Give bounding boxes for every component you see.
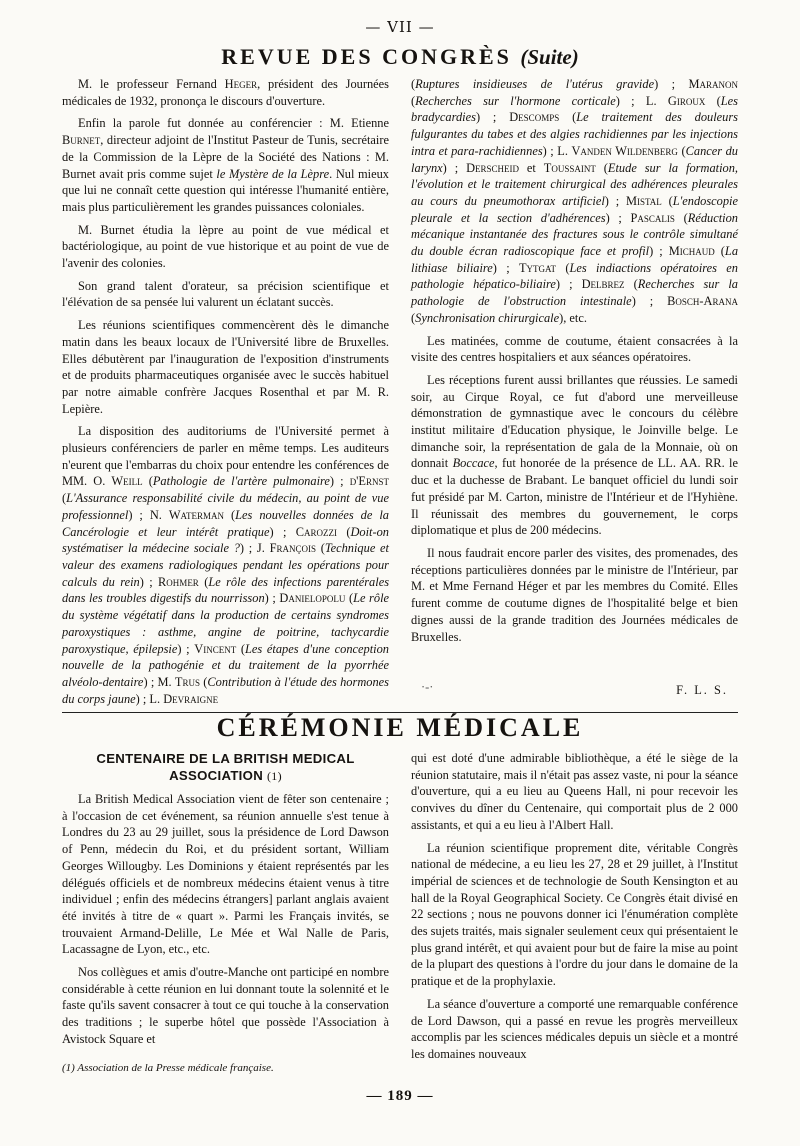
small-caps-name: Pascalis: [630, 210, 675, 225]
paragraph: (Ruptures insidieuses de l'utérus gravide) ; Maranon (Recherches sur l'hormone corticale) ; L. Giroux (Les bradycardies) ; Descomps (Le traitement des douleurs fulgurantes du tabes et des algies rachidiennes par les injections intra et para-rachidiennes) ; L. Vanden Wildenberg (Cancer du larynx) ; Derscheid et Toussaint (Etude sur la formation, l'évolution et le traitement chirurgical des adhérences pleurales au cours du pneumothorax artificiel) ; Mistal (L'endoscopie pleurale et la section d'adhérences) ; Pascalis (Réduction mécanique instantanée des fractures sous le contrôle simultané du double écran radioscopique face et profil) ; Michaud (La lithiase biliaire) ; Tytgat (Les indiactions opératoires en pathologie hépatico-biliaire) ; Delbrez (Recherches sur la pathologie de l'obstruction intestinale) ; Bosch-Arana (Synchronisation chirurgicale), etc.: [411, 77, 739, 325]
paragraph: Enfin la parole fut donnée au conférencier : M. Etienne Burnet, directeur adjoint de l'Institut Pasteur de Tunis, secrétaire de la Commission de la Lèpre de la Société des Nations : M. Burnet avait pris comme sujet le Mystère de la Lèpre. Nul mieux que lui ne connaît cette question qui intéresse l'humanité entière, mais plus particulièrement les grandes puissances coloniales.: [62, 116, 390, 214]
small-caps-name: Bosch-Arana: [667, 294, 738, 309]
paragraph: Son grand talent d'orateur, sa précision scientifique et l'élévation de sa pensée lui valurent un éclatant succès.: [62, 278, 389, 310]
italic-text: Technique et valeur des examens radiologiques pendant les opérations pour calculs du rein: [62, 541, 389, 589]
italic-text: Réduction mécanique instantanée des fractures sous le contrôle simultané du double écran radioscopique face et profil: [411, 210, 738, 259]
paragraph: La séance d'ouverture a comporté une remarquable conférence de Lord Dawson, qui a passé en revue les progrès merveilleux accomplis par les sciences médicales depuis un siècle et a montré les domaines nouveaux: [411, 996, 738, 1061]
italic-text: Ruptures insidieuses de l'utérus gravide: [415, 77, 655, 91]
title-suffix: (Suite): [520, 45, 579, 69]
small-caps-name: Devraigne: [163, 691, 219, 706]
author-initials: F. L. S.: [676, 683, 728, 697]
subtitle-line-1: CENTENAIRE DE LA BRITISH MEDICAL: [96, 751, 355, 766]
paragraph: Les réunions scientifiques commencèrent dès le dimanche matin dans les beaux locaux de l'Université libre de Bruxelles. Elles débutèrent par l'inauguration de l'exposition d'instruments et de produits pharmaceutiques organisée avec le succès habituel par notre aimable confrère Jacques Rosenthal et par M. R. Lepière.: [62, 318, 389, 416]
italic-text: Le traitement des douleurs fulgurantes du tabes et des algies rachidiennes par les injections intra et para-rachidiennes: [411, 110, 738, 158]
article-subtitle: [62, 750, 389, 785]
footnote: (1) Association de la Presse médicale française.: [62, 1062, 274, 1074]
small-caps-name: Weill: [111, 474, 143, 489]
italic-text: Contribution à l'étude des hormones du corps jaune: [62, 674, 389, 706]
small-caps-name: Maranon: [688, 77, 739, 91]
page-number: — 189 —: [366, 1088, 434, 1104]
small-caps-name: Trus: [174, 674, 200, 689]
paragraph: Nos collègues et amis d'outre-Manche ont participé en nombre considérable à cette réunion en lui donnant toute la solennité et le faste qu'ils savent consacrer à tout ce qui touche à la conservation des traditions ; le superbe hôtel que possède l'Association à Avistock Square et: [62, 965, 389, 1046]
title-text: REVUE DES CONGRÈS: [221, 44, 512, 69]
small-caps-name: Tytgat: [518, 260, 557, 275]
small-caps-name: Toussaint: [543, 160, 596, 175]
section-title-revue: [0, 44, 800, 70]
small-caps-name: Delbrez: [581, 277, 625, 292]
italic-text: Recherches sur la pathologie de l'obstruction intestinale: [411, 277, 738, 309]
italic-text: Les nouvelles données de la Cancérologie et leur intérêt pratique: [62, 507, 389, 539]
subtitle-line-2: [62, 767, 389, 785]
italic-text: Les indiactions opératoires en pathologie hépatico-biliaire: [411, 260, 738, 292]
italic-text: le Mystère de la Lèpre: [216, 166, 330, 181]
revue-left-column: [62, 76, 389, 713]
italic-text: Cancer du larynx: [411, 143, 739, 175]
small-caps-name: d'Ernst: [349, 474, 389, 489]
small-caps-name: François: [269, 541, 316, 556]
footnote-ref: (1): [266, 769, 282, 783]
paragraph: La British Medical Association vient de fêter son centenaire ; à l'occasion de cet événement, sa réunion annuelle s'est tenue à Londres du 23 au 29 juillet, sous la présidence de Lord Dawson of Penn, médecin du Roi, et du président sortant, William Georges Willougby. Les Dominions y étaient représentés par les délégués officiels et de nombreux médecins étaient venus à titre individuel ; enfin des médecins étrangers] parlant anglais avaient été invités à titre de « quart ». Parmi les Français invités, se trouvaient Armand-Delille, Le Mée et Wal Nalle de Paris, Lacassagne de Lyon, etc., etc.: [62, 792, 389, 957]
paragraph: La réunion scientifique proprement dite, véritable Congrès national de médecine, a eu lieu les 27, 28 et 29 juillet, à l'Institut impérial de sciences et de technologie de South Kensington et au hall de la Royal Geographical Society. Ce Congrès était divisé en 22 sections ; nous ne pouvons donner ici l'énumération complète des sujets traités, mais signaler seulement ceux qui présentaient le plus grand intérêt, et qui avaient pour but de faire la mise au point de la plupart des questions à l'ordre du jour dans le domaine de la pratique et de la prophylaxie.: [411, 840, 738, 989]
paragraph: qui est doté d'une admirable bibliothèque, a été le siège de la réunion statutaire, mais il n'était pas assez vaste, ni pour la séance d'ouverture, qui a eu lieu au Queens Hall, ni pour recevoir les convives du dîner du Centenaire, qui comportait plus de 2 000 assistants, et qui a eu lieu à l'Albert Hall.: [411, 751, 738, 832]
small-caps-name: Descomps: [509, 110, 560, 125]
italic-text: Les étapes d'une conception nouvelle de la pathogénie et du traitement de la pyorrhée alvéolo-dentaire: [62, 641, 390, 689]
ceremonie-right-column: [411, 750, 738, 1069]
small-caps-name: Heger: [224, 77, 258, 91]
running-page-number: — VII —: [365, 18, 435, 36]
small-caps-name: Derscheid: [466, 160, 520, 175]
small-caps-name: Mistal: [625, 193, 662, 208]
paragraph: M. Burnet étudia la lèpre au point de vue médical et bactériologique, au point de vue historique et au point de vue de l'avenir des colonies.: [62, 222, 389, 271]
paragraph: Les réceptions furent aussi brillantes que réussies. Le samedi soir, au Cirque Royal, ce fut d'abord une merveilleuse démonstration de gymnastique avec le concours du célèbre institut militaire d'Education physique, le Joinville belge. Le dimanche soir, la représentation de gala de la Monnaie, où on donnait Boccace, fut honorée de la présence de LL. AA. RR. le duc et la duchesse de Brabant. Le banquet officiel du lundi soir fut présidé par M. Carton, ministre de l'Intérieur et de l'Hyhiène. Il réunissait des membres du gouvernement, le corps diplomatique et plus de 200 médecins.: [411, 372, 738, 538]
small-caps-name: Michaud: [668, 244, 715, 259]
italic-text: L'Assurance responsabilité civile du médecin, au point de vue professionnel: [62, 491, 389, 522]
italic-text: La lithiase biliaire: [411, 244, 739, 275]
italic-text: Les bradycardies: [411, 93, 738, 125]
ceremonie-left-column: [62, 791, 389, 1054]
revue-right-column: [411, 76, 738, 651]
small-caps-name: Giroux: [667, 93, 706, 108]
italic-text: Le rôle des infections parentérales dans les troubles digestifs du nourrisson: [62, 574, 390, 606]
small-caps-name: Carozzi: [295, 524, 337, 539]
section-title-ceremonie: CÉRÉMONIE MÉDICALE: [216, 713, 584, 742]
italic-text: Le rôle du système végétatif dans la production de certains syndromes paroxystiques : asthme, angine de poitrine, tachycardie paroxystique, épilepsie: [62, 591, 390, 656]
italic-text: Recherches sur l'hormone corticale: [415, 93, 616, 108]
small-caps-name: Vincent: [194, 641, 237, 656]
paragraph: Les matinées, comme de coutume, étaient consacrées à la visite des centres hospitaliers et aux séances opératoires.: [411, 333, 738, 365]
italic-text: L'endoscopie pleurale et la section d'adhérences: [411, 193, 738, 225]
paragraph: Il nous faudrait encore parler des visites, des promenades, des réceptions particulières données par le ministre de l'Intérieur, par M. et Mme Fernand Héger et par les membres du Comité. Elles furent comme de coutume dignes de l'hospitalité belge et bien dignes aussi de la grande tradition des Journées médicales de Bruxelles.: [411, 545, 738, 644]
italic-text: Pathologie de l'artère pulmonaire: [152, 474, 330, 489]
ornament-mark: ·-·: [421, 680, 434, 694]
small-caps-name: Rohmer: [158, 574, 199, 589]
small-caps-name: Waterman: [168, 507, 225, 522]
italic-text: Boccace: [452, 456, 495, 471]
paragraph: La disposition des auditoriums de l'Université permet à plusieurs conférenciers de parler en même temps. Les auditeurs n'eurent que l'embarras du choix pour entendre les conférences de MM. O. Weill (Pathologie de l'artère pulmonaire) ; d'Ernst (L'Assurance responsabilité civile du médecin, au point de vue professionnel) ; N. Waterman (Les nouvelles données de la Cancérologie et leur intérêt pratique) ; Carozzi (Doit-on systématiser la médecine sociale ?) ; J. François (Technique et valeur des examens radiologiques pendant les opérations pour calculs du rein) ; Rohmer (Le rôle des infections parentérales dans les troubles digestifs du nourrisson) ; Danielopolu (Le rôle du système végétatif dans la production de certains syndromes paroxystiques : asthme, angine de poitrine, tachycardie paroxystique, épilepsie) ; Vincent (Les étapes d'une conception nouvelle de la pathogénie et du traitement de la pyorrhée alvéolo-dentaire) ; M. Trus (Contribution à l'étude des hormones du corps jaune) ; L. Devraigne: [62, 424, 390, 706]
subtitle-line-2-text: ASSOCIATION: [169, 768, 264, 783]
paragraph: M. le professeur Fernand Heger, président des Journées médicales de 1932, prononça le discours d'ouverture.: [62, 77, 389, 108]
italic-text: Synchronisation chirurgicale: [415, 310, 560, 325]
italic-text: Doit-on systématiser la médecine sociale ?: [62, 524, 389, 556]
small-caps-name: Vanden Wildenberg: [571, 143, 678, 158]
small-caps-name: Danielopolu: [279, 591, 346, 606]
italic-text: Etude sur la formation, l'évolution et le traitement chirurgical des adhérences pleurales au cours du pneumothorax artificiel: [411, 160, 739, 208]
small-caps-name: Burnet: [62, 133, 101, 148]
